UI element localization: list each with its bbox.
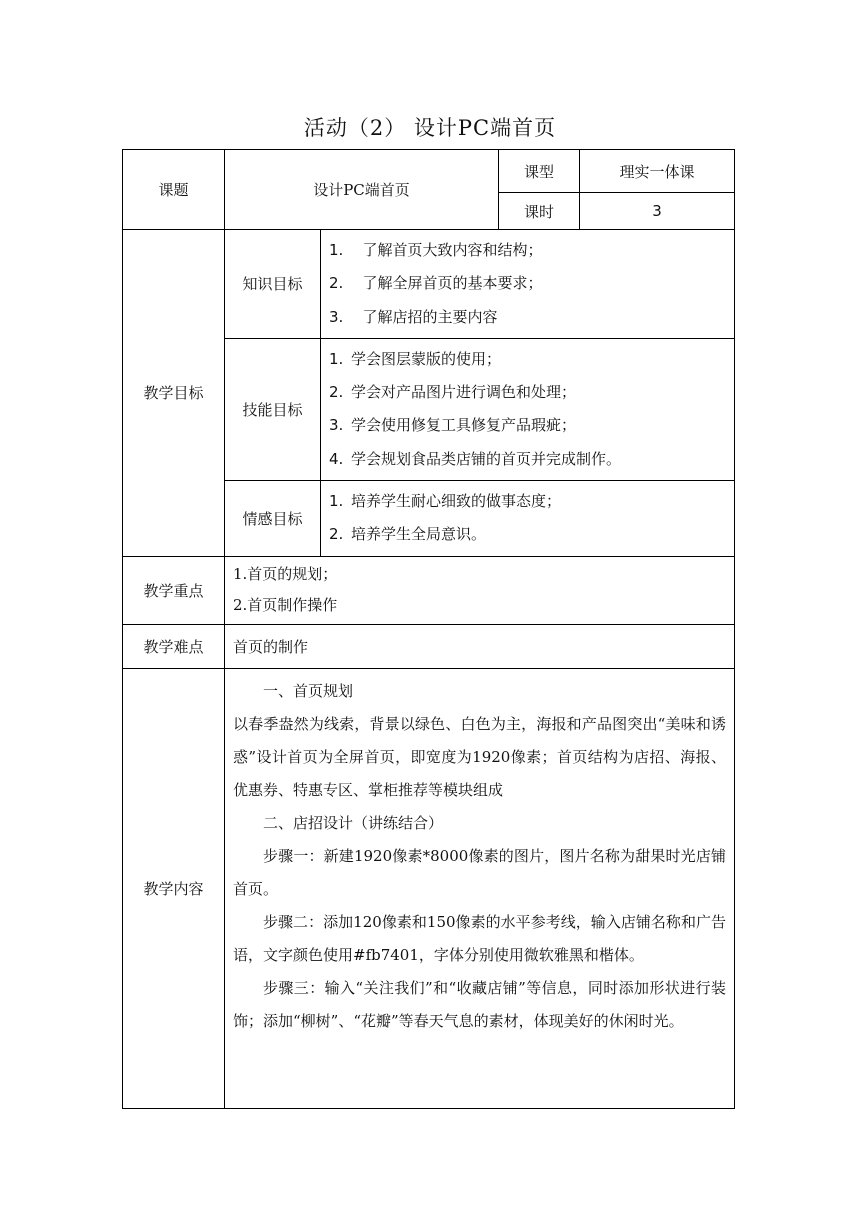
list-item: 1. 培养学生耐心细致的做事态度；: [329, 492, 562, 511]
content-paragraph: 步骤三：输入“关注我们”和“收藏店铺”等信息，同时添加形状进行装饰；添加“柳树”、“花瓣”等春天气息的素材，体现美好的休闲时光。: [233, 978, 727, 1030]
goals-label: 教学目标: [123, 230, 225, 557]
topic-label: 课题: [123, 150, 225, 230]
list-item: 1. 了解首页大致内容和结构；: [329, 241, 543, 259]
knowledge-goals-label: 知识目标: [225, 230, 321, 339]
emotion-goals-label: 情感目标: [225, 481, 321, 557]
content-label: 教学内容: [123, 668, 225, 1108]
list-item: 2. 培养学生全局意识。: [329, 525, 487, 544]
list-item: 2. 学会对产品图片进行调色和处理；: [329, 383, 577, 402]
content-paragraph: 二、店招设计（讲练结合）: [263, 813, 444, 832]
skill-goals-list: [321, 338, 735, 480]
page-title: 活动（2） 设计PC端首页: [303, 116, 557, 140]
knowledge-goals-list: [321, 230, 735, 339]
content-paragraph: 一、首页规划: [263, 681, 354, 700]
difficulty-value: 首页的制作: [225, 624, 735, 668]
list-item: 4. 学会规划食品类店铺的首页并完成制作。: [329, 449, 622, 468]
topic-value: 设计PC端首页: [225, 150, 499, 230]
lesson-plan-table: [122, 149, 735, 1109]
content-paragraph: 步骤一：新建1920像素*8000像素的图片，图片名称为甜果时光店铺首页。: [233, 846, 727, 898]
content-body: [225, 668, 735, 1108]
difficulty-label: 教学难点: [123, 624, 225, 668]
key-points-label: 教学重点: [123, 556, 225, 624]
hours-value: 3: [580, 193, 735, 230]
list-item: 3. 了解店招的主要内容: [329, 307, 498, 326]
list-item: 2.首页制作操作: [233, 596, 338, 615]
skill-goals-label: 技能目标: [225, 338, 321, 480]
type-label: 课型: [499, 150, 580, 193]
content-paragraph: 步骤二：添加120像素和150像素的水平参考线，输入店铺名称和广告语，文字颜色使用#fb7401，字体分别使用微软雅黑和楷体。: [233, 912, 727, 964]
content-paragraph: 以春季盎然为线索，背景以绿色、白色为主，海报和产品图突出“美味和诱惑”设计首页为全屏首页，即宽度为1920像素；首页结构为店招、海报、优惠券、特惠专区、掌柜推荐等模块组成: [233, 714, 727, 799]
list-item: 1. 学会图层蒙版的使用；: [329, 349, 502, 368]
list-item: 2. 了解全屏首页的基本要求；: [329, 274, 543, 293]
key-points-list: [225, 556, 735, 624]
hours-label: 课时: [499, 193, 580, 230]
type-value: 理实一体课: [580, 150, 735, 193]
list-item: 3. 学会使用修复工具修复产品瑕疵；: [329, 416, 577, 435]
list-item: 1.首页的规划；: [233, 565, 338, 584]
emotion-goals-list: [321, 481, 735, 557]
